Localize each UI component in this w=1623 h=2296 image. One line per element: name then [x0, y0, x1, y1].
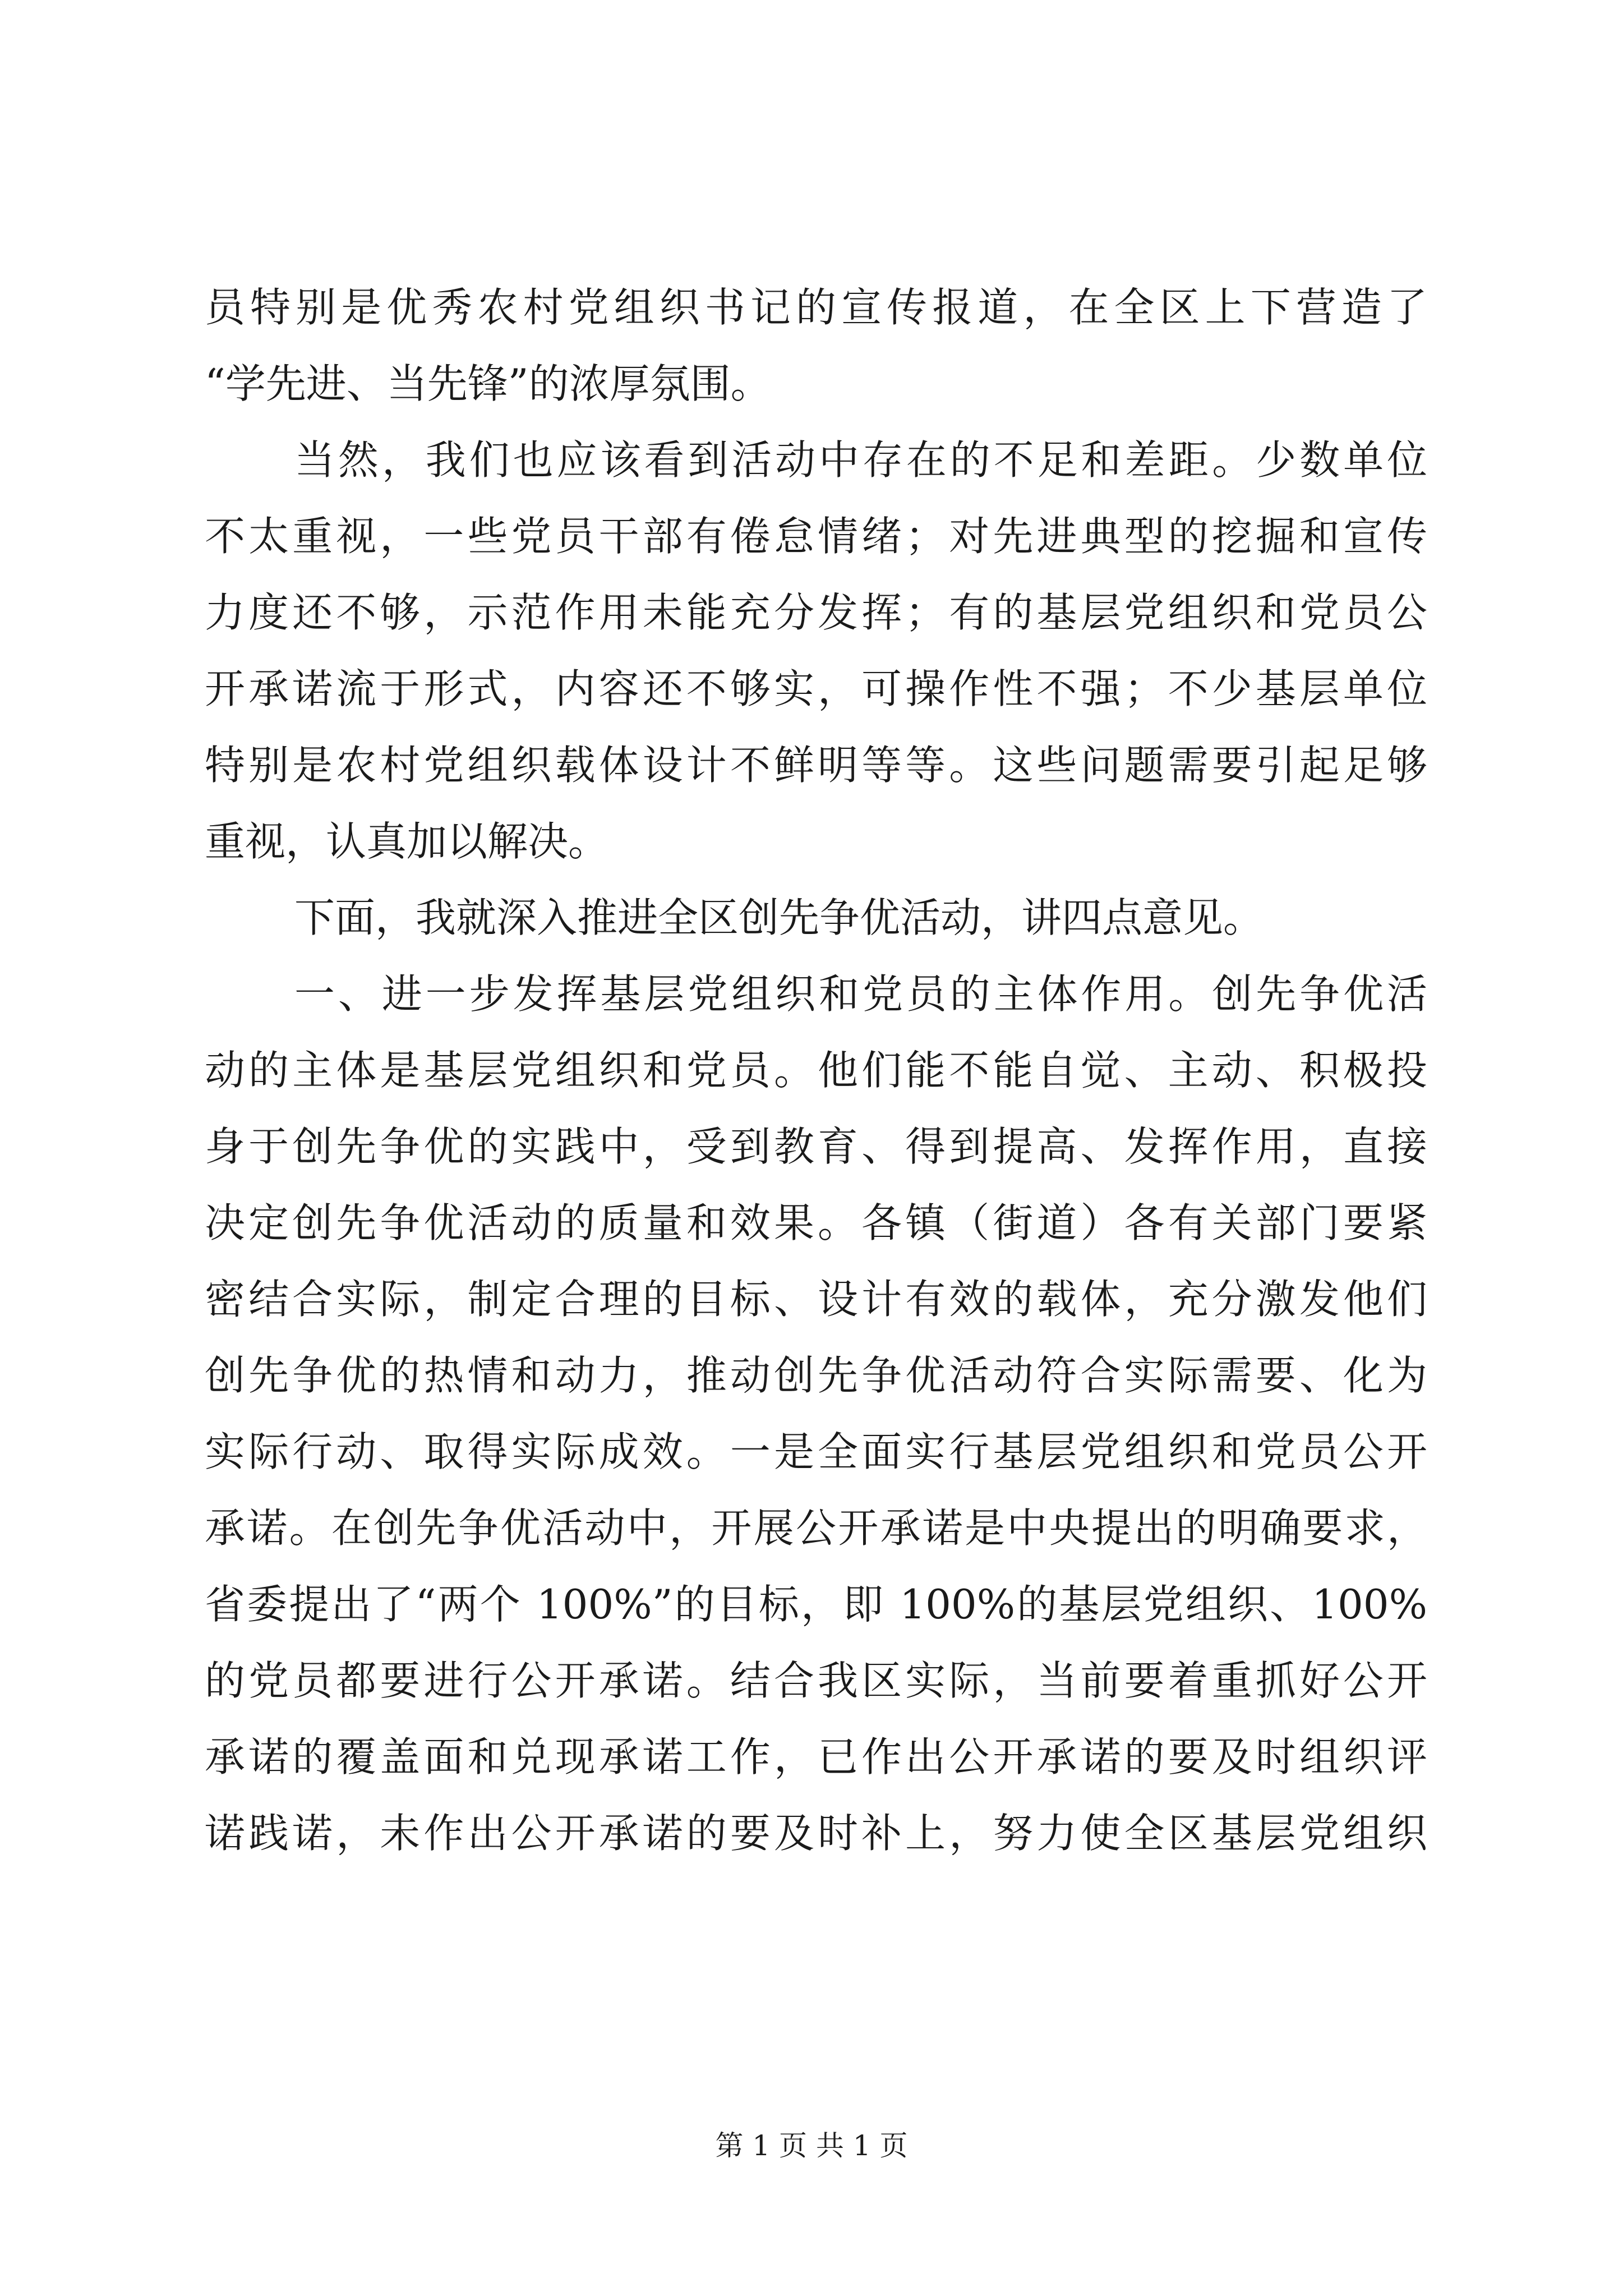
text-line: 承诺的覆盖面和兑现承诺工作，已作出公开承诺的要及时组织评: [205, 1733, 1427, 1780]
text-line: 当然，我们也应该看到活动中存在的不足和差距。少数单位: [294, 436, 1427, 484]
text-line: 特别是农村党组织载体设计不鲜明等等。这些问题需要引起足够: [205, 742, 1427, 789]
text-line: 决定创先争优活动的质量和效果。各镇（街道）各有关部门要紧: [205, 1199, 1427, 1246]
text-line: 重视，认真加以解决。: [205, 818, 609, 865]
text-line: 密结合实际，制定合理的目标、设计有效的载体，充分激发他们: [205, 1276, 1427, 1323]
text-line: 不太重视，一些党员干部有倦怠情绪；对先进典型的挖掘和宣传: [205, 513, 1427, 560]
text-line: 承诺。在创先争优活动中，开展公开承诺是中央提出的明确要求，: [205, 1504, 1427, 1552]
text-line: 员特别是优秀农村党组织书记的宣传报道，在全区上下营造了: [205, 284, 1427, 331]
document-body: [205, 269, 1427, 1871]
text-line: 省委提出了“两个 100%”的目标，即 100%的基层党组织、100%: [205, 1581, 1427, 1628]
text-line: 实际行动、取得实际成效。一是全面实行基层党组织和党员公开: [205, 1428, 1427, 1475]
text-line: 一、进一步发挥基层党组织和党员的主体作用。创先争优活: [294, 970, 1427, 1018]
text-line: 力度还不够，示范作用未能充分发挥；有的基层党组织和党员公: [205, 589, 1427, 636]
text-line: 下面，我就深入推进全区创先争优活动，讲四点意见。: [294, 894, 1264, 941]
text-line: 动的主体是基层党组织和党员。他们能不能自觉、主动、积极投: [205, 1047, 1427, 1094]
text-line: 身于创先争优的实践中，受到教育、得到提高、发挥作用，直接: [205, 1123, 1427, 1170]
text-line: 开承诺流于形式，内容还不够实，可操作性不强；不少基层单位: [205, 665, 1427, 712]
text-line: 创先争优的热情和动力，推动创先争优活动符合实际需要、化为: [205, 1352, 1427, 1399]
page-footer: [0, 2126, 1623, 2165]
text-line: 的党员都要进行公开承诺。结合我区实际，当前要着重抓好公开: [205, 1657, 1427, 1704]
page-number-label: 第 1 页 共 1 页: [715, 2129, 908, 2162]
text-line: “学先进、当先锋”的浓厚氛围。: [205, 360, 771, 407]
text-line: 诺践诺，未作出公开承诺的要及时补上，努力使全区基层党组织: [205, 1810, 1427, 1857]
